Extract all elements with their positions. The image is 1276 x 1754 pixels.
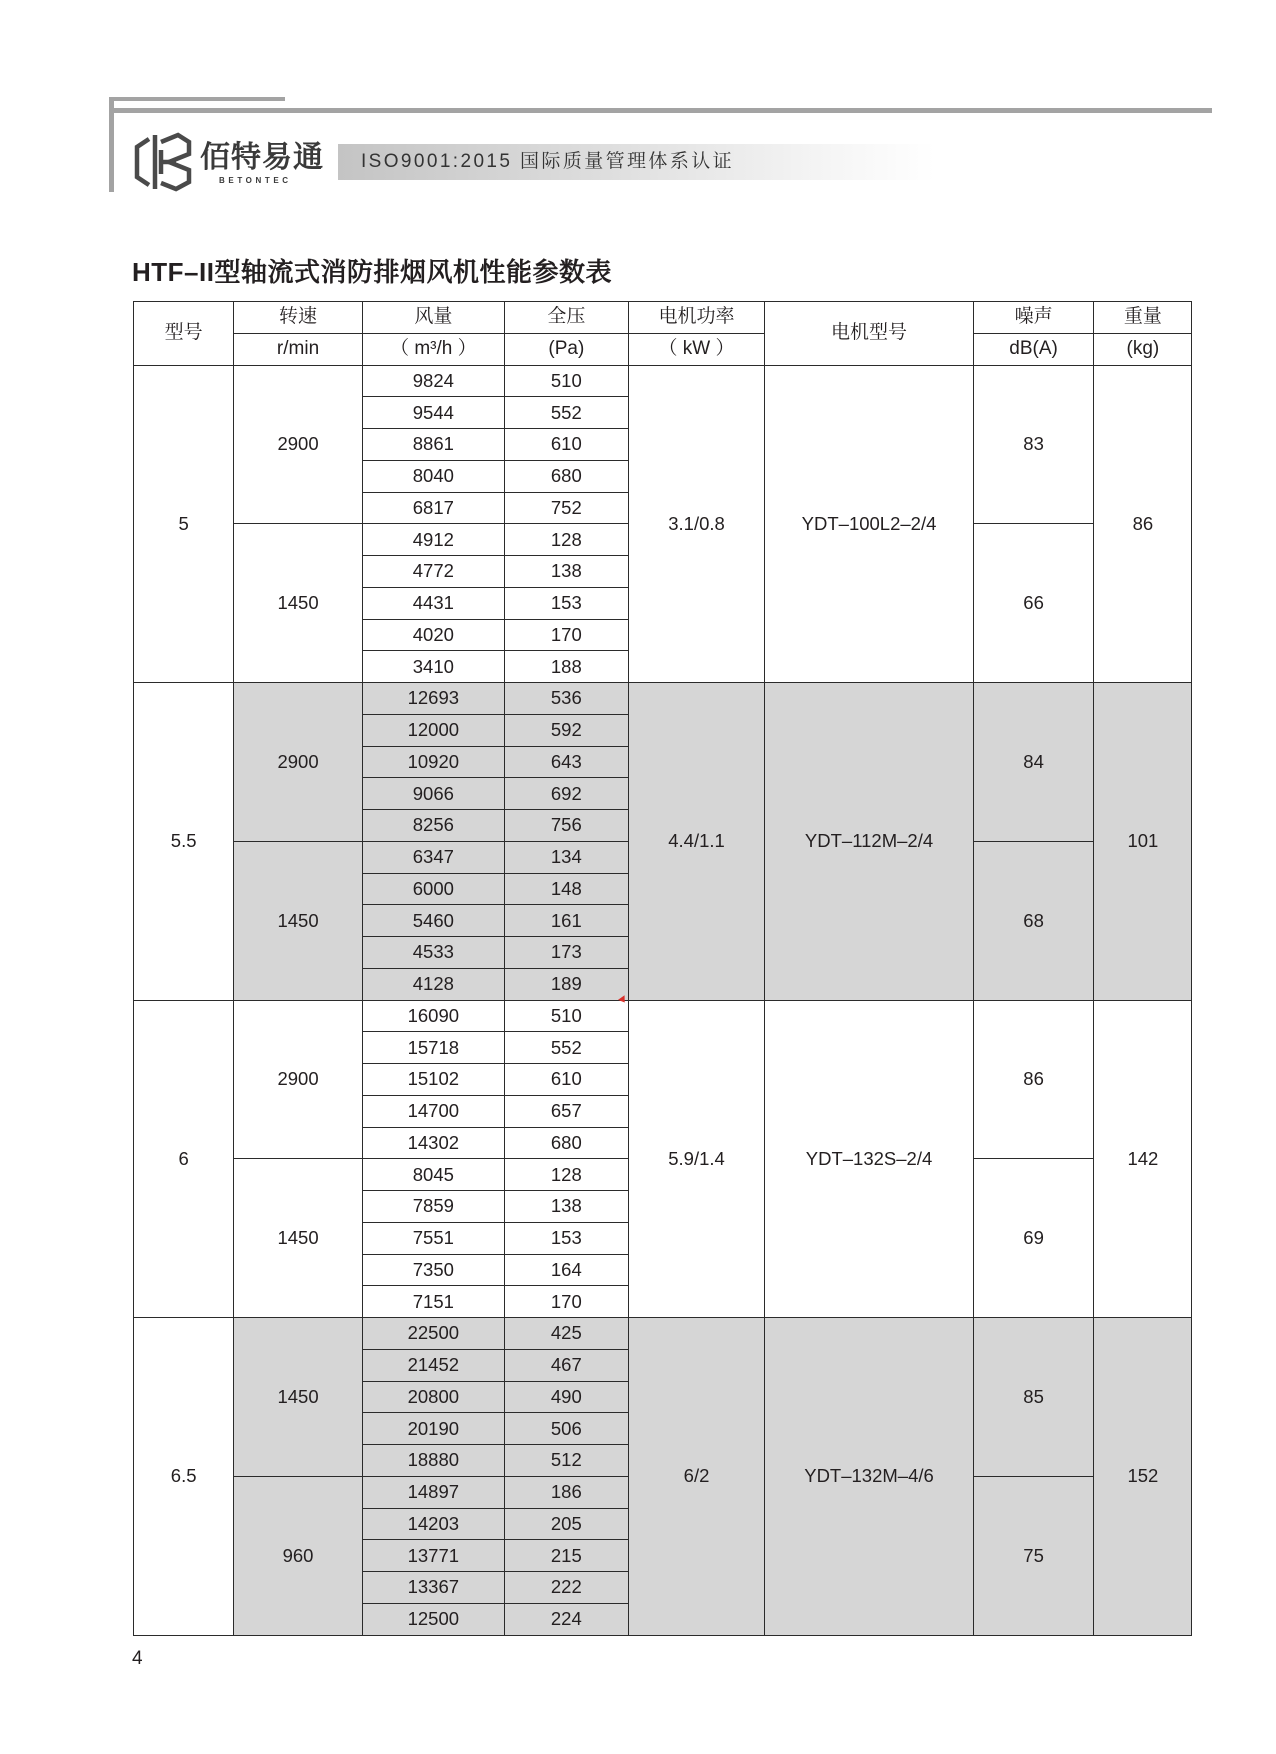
power-cell: 4.4/1.1 — [628, 683, 765, 1001]
flow-cell: 7151 — [362, 1286, 504, 1318]
pressure-cell: 153 — [504, 1222, 628, 1254]
flow-cell: 4772 — [362, 556, 504, 588]
table-row — [134, 365, 1192, 397]
flow-cell: 6000 — [362, 873, 504, 905]
pressure-cell: 552 — [504, 1032, 628, 1064]
flow-cell: 8040 — [362, 460, 504, 492]
header-row-2 — [134, 333, 1192, 365]
flow-cell: 14302 — [362, 1127, 504, 1159]
model-cell: 6 — [134, 1000, 234, 1318]
pressure-cell: 592 — [504, 714, 628, 746]
flow-cell: 9544 — [362, 397, 504, 429]
pressure-cell: 161 — [504, 905, 628, 937]
pressure-cell: 680 — [504, 460, 628, 492]
table-header — [134, 302, 1192, 366]
flow-cell: 7859 — [362, 1191, 504, 1223]
flow-cell: 22500 — [362, 1318, 504, 1350]
flow-cell: 14897 — [362, 1476, 504, 1508]
speed-cell: 2900 — [234, 1000, 363, 1159]
page-number: 4 — [132, 1648, 143, 1669]
pressure-cell: 680 — [504, 1127, 628, 1159]
pressure-cell: 643 — [504, 746, 628, 778]
header-flow: 风量 — [362, 302, 504, 334]
flow-cell: 20190 — [362, 1413, 504, 1445]
speed-cell: 2900 — [234, 365, 363, 524]
flow-cell: 4912 — [362, 524, 504, 556]
flow-cell: 15102 — [362, 1064, 504, 1096]
flow-cell: 4020 — [362, 619, 504, 651]
table-body — [134, 365, 1192, 1635]
betontec-logo-icon — [134, 132, 192, 192]
weight-cell: 142 — [1094, 1000, 1192, 1318]
noise-cell: 83 — [973, 365, 1094, 524]
pressure-cell: 128 — [504, 524, 628, 556]
header-rule-short — [109, 97, 285, 101]
brand-name-cn: 佰特易通 — [200, 141, 324, 174]
pressure-cell: 153 — [504, 587, 628, 619]
pressure-cell: 752 — [504, 492, 628, 524]
speed-cell: 960 — [234, 1476, 363, 1635]
model-cell: 5.5 — [134, 683, 234, 1001]
flow-cell: 12500 — [362, 1603, 504, 1635]
power-cell: 3.1/0.8 — [628, 365, 765, 683]
certification-banner — [338, 144, 935, 180]
model-cell: 6.5 — [134, 1318, 234, 1636]
performance-table — [133, 301, 1192, 1636]
model-cell: 5 — [134, 365, 234, 683]
flow-cell: 15718 — [362, 1032, 504, 1064]
noise-cell: 69 — [973, 1159, 1094, 1318]
header-weight: 重量 — [1094, 302, 1192, 334]
flow-cell: 6817 — [362, 492, 504, 524]
flow-cell: 3410 — [362, 651, 504, 683]
table-row — [134, 1000, 1192, 1032]
pressure-cell: 692 — [504, 778, 628, 810]
speed-cell: 1450 — [234, 841, 363, 1000]
noise-cell: 84 — [973, 683, 1094, 842]
motor-model-cell: YDT–132S–2/4 — [765, 1000, 974, 1318]
pressure-cell: 610 — [504, 1064, 628, 1096]
flow-cell: 20800 — [362, 1381, 504, 1413]
pressure-cell: 170 — [504, 1286, 628, 1318]
pressure-cell: 657 — [504, 1095, 628, 1127]
header-power-unit: （ kW ） — [628, 333, 765, 365]
flow-cell: 14203 — [362, 1508, 504, 1540]
pressure-cell: 610 — [504, 429, 628, 461]
header-row-1 — [134, 302, 1192, 334]
pressure-cell: 188 — [504, 651, 628, 683]
speed-cell: 1450 — [234, 524, 363, 683]
header-noise-unit: dB(A) — [973, 333, 1094, 365]
speed-cell: 1450 — [234, 1318, 363, 1477]
pressure-cell: 510 — [504, 365, 628, 397]
flow-cell: 4431 — [362, 587, 504, 619]
flow-cell: 5460 — [362, 905, 504, 937]
pressure-cell: 148 — [504, 873, 628, 905]
flow-cell: 16090 — [362, 1000, 504, 1032]
pressure-cell: 164 — [504, 1254, 628, 1286]
power-cell: 5.9/1.4 — [628, 1000, 765, 1318]
noise-cell: 85 — [973, 1318, 1094, 1477]
pressure-cell: 552 — [504, 397, 628, 429]
power-cell: 6/2 — [628, 1318, 765, 1636]
pressure-cell: 510 — [504, 1000, 628, 1032]
noise-cell: 68 — [973, 841, 1094, 1000]
pressure-cell: 205 — [504, 1508, 628, 1540]
noise-cell: 66 — [973, 524, 1094, 683]
header-speed: 转速 — [234, 302, 363, 334]
header-rule-long — [109, 108, 1212, 113]
page-title: HTF–II型轴流式消防排烟风机性能参数表 — [132, 257, 612, 287]
header-power: 电机功率 — [628, 302, 765, 334]
weight-cell: 86 — [1094, 365, 1192, 683]
noise-cell: 75 — [973, 1476, 1094, 1635]
flow-cell: 13367 — [362, 1572, 504, 1604]
motor-model-cell: YDT–112M–2/4 — [765, 683, 974, 1001]
flow-cell: 8861 — [362, 429, 504, 461]
table-row — [134, 683, 1192, 715]
pressure-cell: 186 — [504, 1476, 628, 1508]
flow-cell: 18880 — [362, 1445, 504, 1477]
pressure-cell: 138 — [504, 1191, 628, 1223]
pressure-cell: 512 — [504, 1445, 628, 1477]
flow-cell: 12693 — [362, 683, 504, 715]
pressure-cell: 506 — [504, 1413, 628, 1445]
flow-cell: 9066 — [362, 778, 504, 810]
table-row — [134, 1318, 1192, 1350]
weight-cell: 101 — [1094, 683, 1192, 1001]
header-rule-vertical — [109, 97, 114, 192]
pressure-cell: 425 — [504, 1318, 628, 1350]
pressure-cell: 173 — [504, 937, 628, 969]
pressure-cell: 128 — [504, 1159, 628, 1191]
header-pressure: 全压 — [504, 302, 628, 334]
noise-cell: 86 — [973, 1000, 1094, 1159]
flow-cell: 8045 — [362, 1159, 504, 1191]
pressure-cell: 138 — [504, 556, 628, 588]
pressure-cell: 224 — [504, 1603, 628, 1635]
pressure-cell: 189 — [504, 968, 628, 1000]
flow-cell: 8256 — [362, 810, 504, 842]
flow-cell: 12000 — [362, 714, 504, 746]
header-motor-model: 电机型号 — [765, 302, 974, 366]
header-weight-unit: (kg) — [1094, 333, 1192, 365]
certification-text: ISO9001:2015 国际质量管理体系认证 — [361, 151, 735, 172]
pressure-cell: 222 — [504, 1572, 628, 1604]
flow-cell: 4128 — [362, 968, 504, 1000]
flow-cell: 10920 — [362, 746, 504, 778]
pressure-cell: 490 — [504, 1381, 628, 1413]
flow-cell: 14700 — [362, 1095, 504, 1127]
flow-cell: 6347 — [362, 841, 504, 873]
motor-model-cell: YDT–100L2–2/4 — [765, 365, 974, 683]
flow-cell: 13771 — [362, 1540, 504, 1572]
pressure-cell: 215 — [504, 1540, 628, 1572]
header-pressure-unit: (Pa) — [504, 333, 628, 365]
pressure-cell: 134 — [504, 841, 628, 873]
pressure-cell: 756 — [504, 810, 628, 842]
flow-cell: 7551 — [362, 1222, 504, 1254]
header-noise: 噪声 — [973, 302, 1094, 334]
header-flow-unit: （ m³/h ） — [362, 333, 504, 365]
flow-cell: 4533 — [362, 937, 504, 969]
pressure-cell: 467 — [504, 1349, 628, 1381]
header-speed-unit: r/min — [234, 333, 363, 365]
speed-cell: 2900 — [234, 683, 363, 842]
flow-cell: 21452 — [362, 1349, 504, 1381]
header-model: 型号 — [134, 302, 234, 366]
flow-cell: 7350 — [362, 1254, 504, 1286]
brand-name-en: BETONTEC — [219, 176, 292, 185]
motor-model-cell: YDT–132M–4/6 — [765, 1318, 974, 1636]
weight-cell: 152 — [1094, 1318, 1192, 1636]
speed-cell: 1450 — [234, 1159, 363, 1318]
flow-cell: 9824 — [362, 365, 504, 397]
pressure-cell: 170 — [504, 619, 628, 651]
pressure-cell: 536 — [504, 683, 628, 715]
